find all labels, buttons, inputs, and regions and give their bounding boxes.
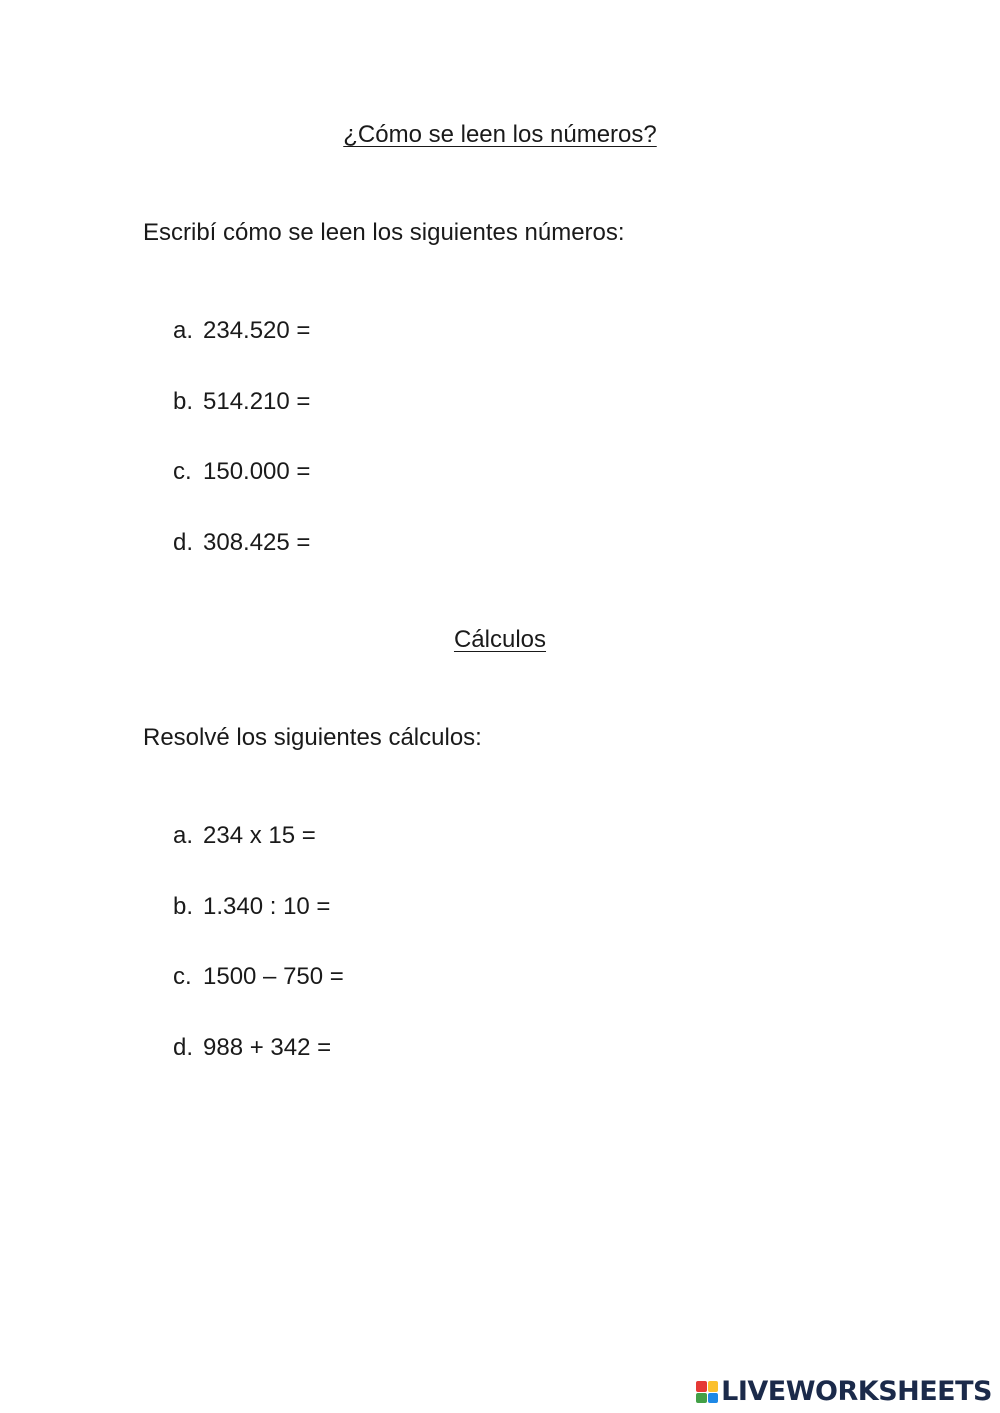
list-marker: b.: [173, 893, 194, 920]
list-item-text: 988 + 342 =: [203, 1034, 332, 1061]
logo-mark-square: [708, 1381, 719, 1392]
liveworksheets-logo: [696, 1377, 992, 1407]
instruction-reading: Escribí cómo se leen los siguientes números:: [143, 219, 625, 246]
list-item-text: 234 x 15 =: [203, 822, 316, 849]
list-item-text: 514.210 =: [203, 388, 311, 415]
liveworksheets-logo-icon: [696, 1381, 718, 1403]
list-marker: b.: [173, 388, 194, 415]
list-item-text: 1500 – 750 =: [203, 963, 344, 990]
section-title-calculations: Cálculos: [453, 626, 547, 653]
list-item: [173, 528, 310, 558]
list-item-text: 1.340 : 10 =: [203, 893, 331, 920]
list-item: [173, 892, 330, 922]
logo-mark-square: [708, 1393, 719, 1404]
list-item: [173, 962, 344, 992]
logo-text: LIVEWORKSHEETS: [721, 1376, 992, 1407]
list-marker: a.: [173, 822, 194, 849]
list-item: [173, 821, 316, 851]
instruction-calculations: Resolvé los siguientes cálculos:: [143, 724, 482, 751]
list-item-text: 150.000 =: [203, 458, 311, 485]
list-item: [173, 1033, 331, 1063]
list-item: [173, 387, 310, 417]
list-item: [173, 316, 310, 346]
list-item-text: 308.425 =: [203, 529, 311, 556]
section-title-reading: ¿Cómo se leen los números?: [343, 121, 657, 148]
list-marker: c.: [173, 458, 192, 485]
list-marker: c.: [173, 963, 192, 990]
list-marker: d.: [173, 529, 194, 556]
list-marker: a.: [173, 317, 194, 344]
list-item-text: 234.520 =: [203, 317, 311, 344]
list-marker: d.: [173, 1034, 194, 1061]
logo-mark-square: [696, 1393, 707, 1404]
list-item: [173, 457, 310, 487]
logo-mark-square: [696, 1381, 707, 1392]
